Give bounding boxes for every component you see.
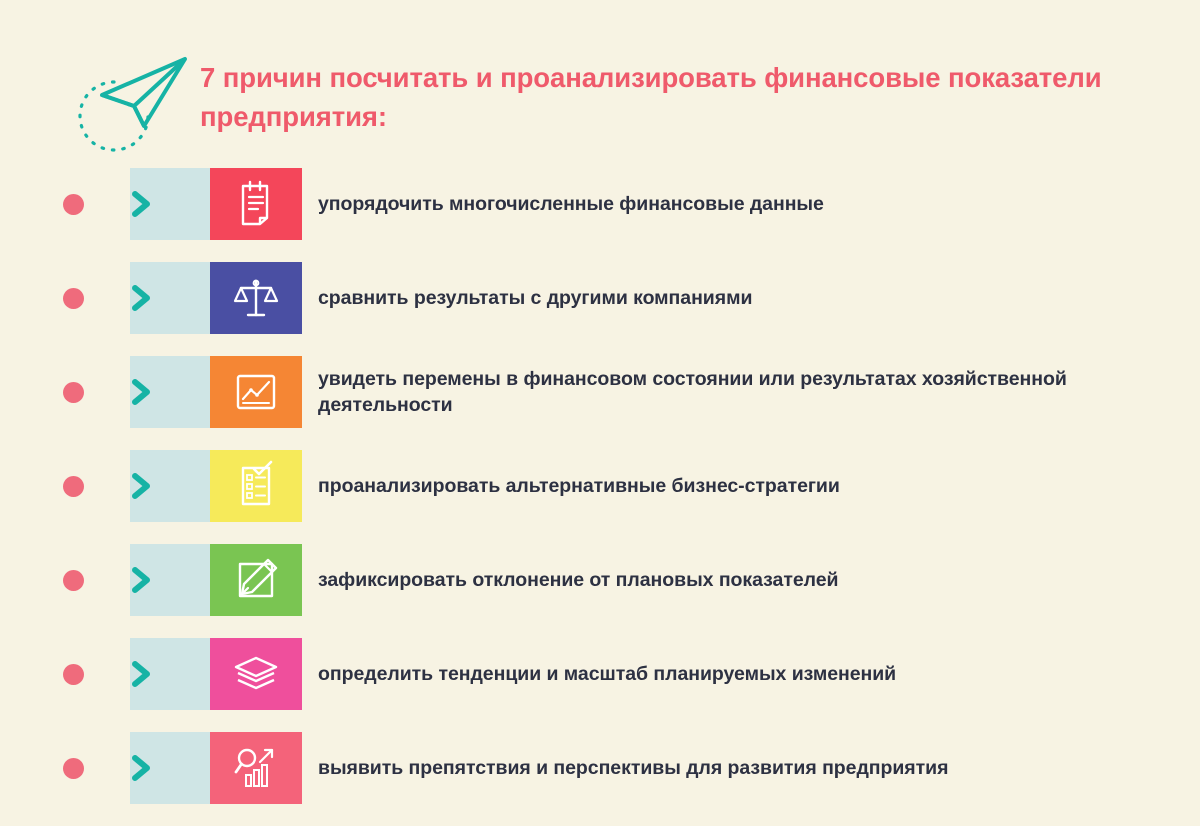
chevron-right-icon	[124, 468, 160, 504]
list-item[interactable]	[0, 732, 1200, 804]
list-item-text: зафиксировать отклонение от плановых показателей	[318, 568, 839, 591]
list-item-text: увидеть перемены в финансовом состоянии или результатах хозяйственной деятельности	[318, 367, 1067, 416]
layers-stack-icon	[210, 638, 302, 710]
chevron-right-icon	[124, 280, 160, 316]
list-item[interactable]	[0, 544, 1200, 616]
bullet-dot-icon	[63, 288, 84, 309]
bullet-dot-icon	[63, 664, 84, 685]
list-item-label	[318, 356, 1178, 428]
document-scroll-icon	[210, 168, 302, 240]
bullet-dot-icon	[63, 382, 84, 403]
list-item[interactable]	[0, 262, 1200, 334]
bullet-dot-icon	[63, 194, 84, 215]
list-item-label	[318, 638, 1178, 710]
chart-frame-icon	[210, 356, 302, 428]
checklist-icon	[210, 450, 302, 522]
list-item-text: проанализировать альтернативные бизнес-стратегии	[318, 474, 840, 497]
list-item-text: определить тенденции и масштаб планируемых изменений	[318, 662, 897, 685]
chevron-right-icon	[124, 750, 160, 786]
list-item[interactable]	[0, 356, 1200, 428]
reason-list	[0, 168, 1200, 826]
list-item[interactable]	[0, 450, 1200, 522]
header	[0, 40, 1200, 150]
list-item-text: выявить препятствия и перспективы для развития предприятия	[318, 756, 949, 779]
bullet-dot-icon	[63, 758, 84, 779]
bullet-dot-icon	[63, 476, 84, 497]
chevron-right-icon	[124, 374, 160, 410]
list-item-label	[318, 450, 1178, 522]
list-item-text: упорядочить многочисленные финансовые данные	[318, 192, 824, 215]
bullet-dot-icon	[63, 570, 84, 591]
balance-scales-icon	[210, 262, 302, 334]
page-title: 7 причин посчитать и проанализировать финансовые показатели предприятия:	[200, 62, 1102, 133]
chevron-right-icon	[124, 562, 160, 598]
list-item[interactable]	[0, 638, 1200, 710]
list-item-label	[318, 544, 1178, 616]
list-item-label	[318, 732, 1178, 804]
list-item-label	[318, 168, 1178, 240]
list-item[interactable]	[0, 168, 1200, 240]
paper-plane-icon	[72, 48, 202, 168]
chevron-right-icon	[124, 186, 160, 222]
chevron-right-icon	[124, 656, 160, 692]
list-item-text: сравнить результаты с другими компаниями	[318, 286, 753, 309]
pencil-edit-icon	[210, 544, 302, 616]
magnifier-growth-chart-icon	[210, 732, 302, 804]
list-item-label	[318, 262, 1178, 334]
